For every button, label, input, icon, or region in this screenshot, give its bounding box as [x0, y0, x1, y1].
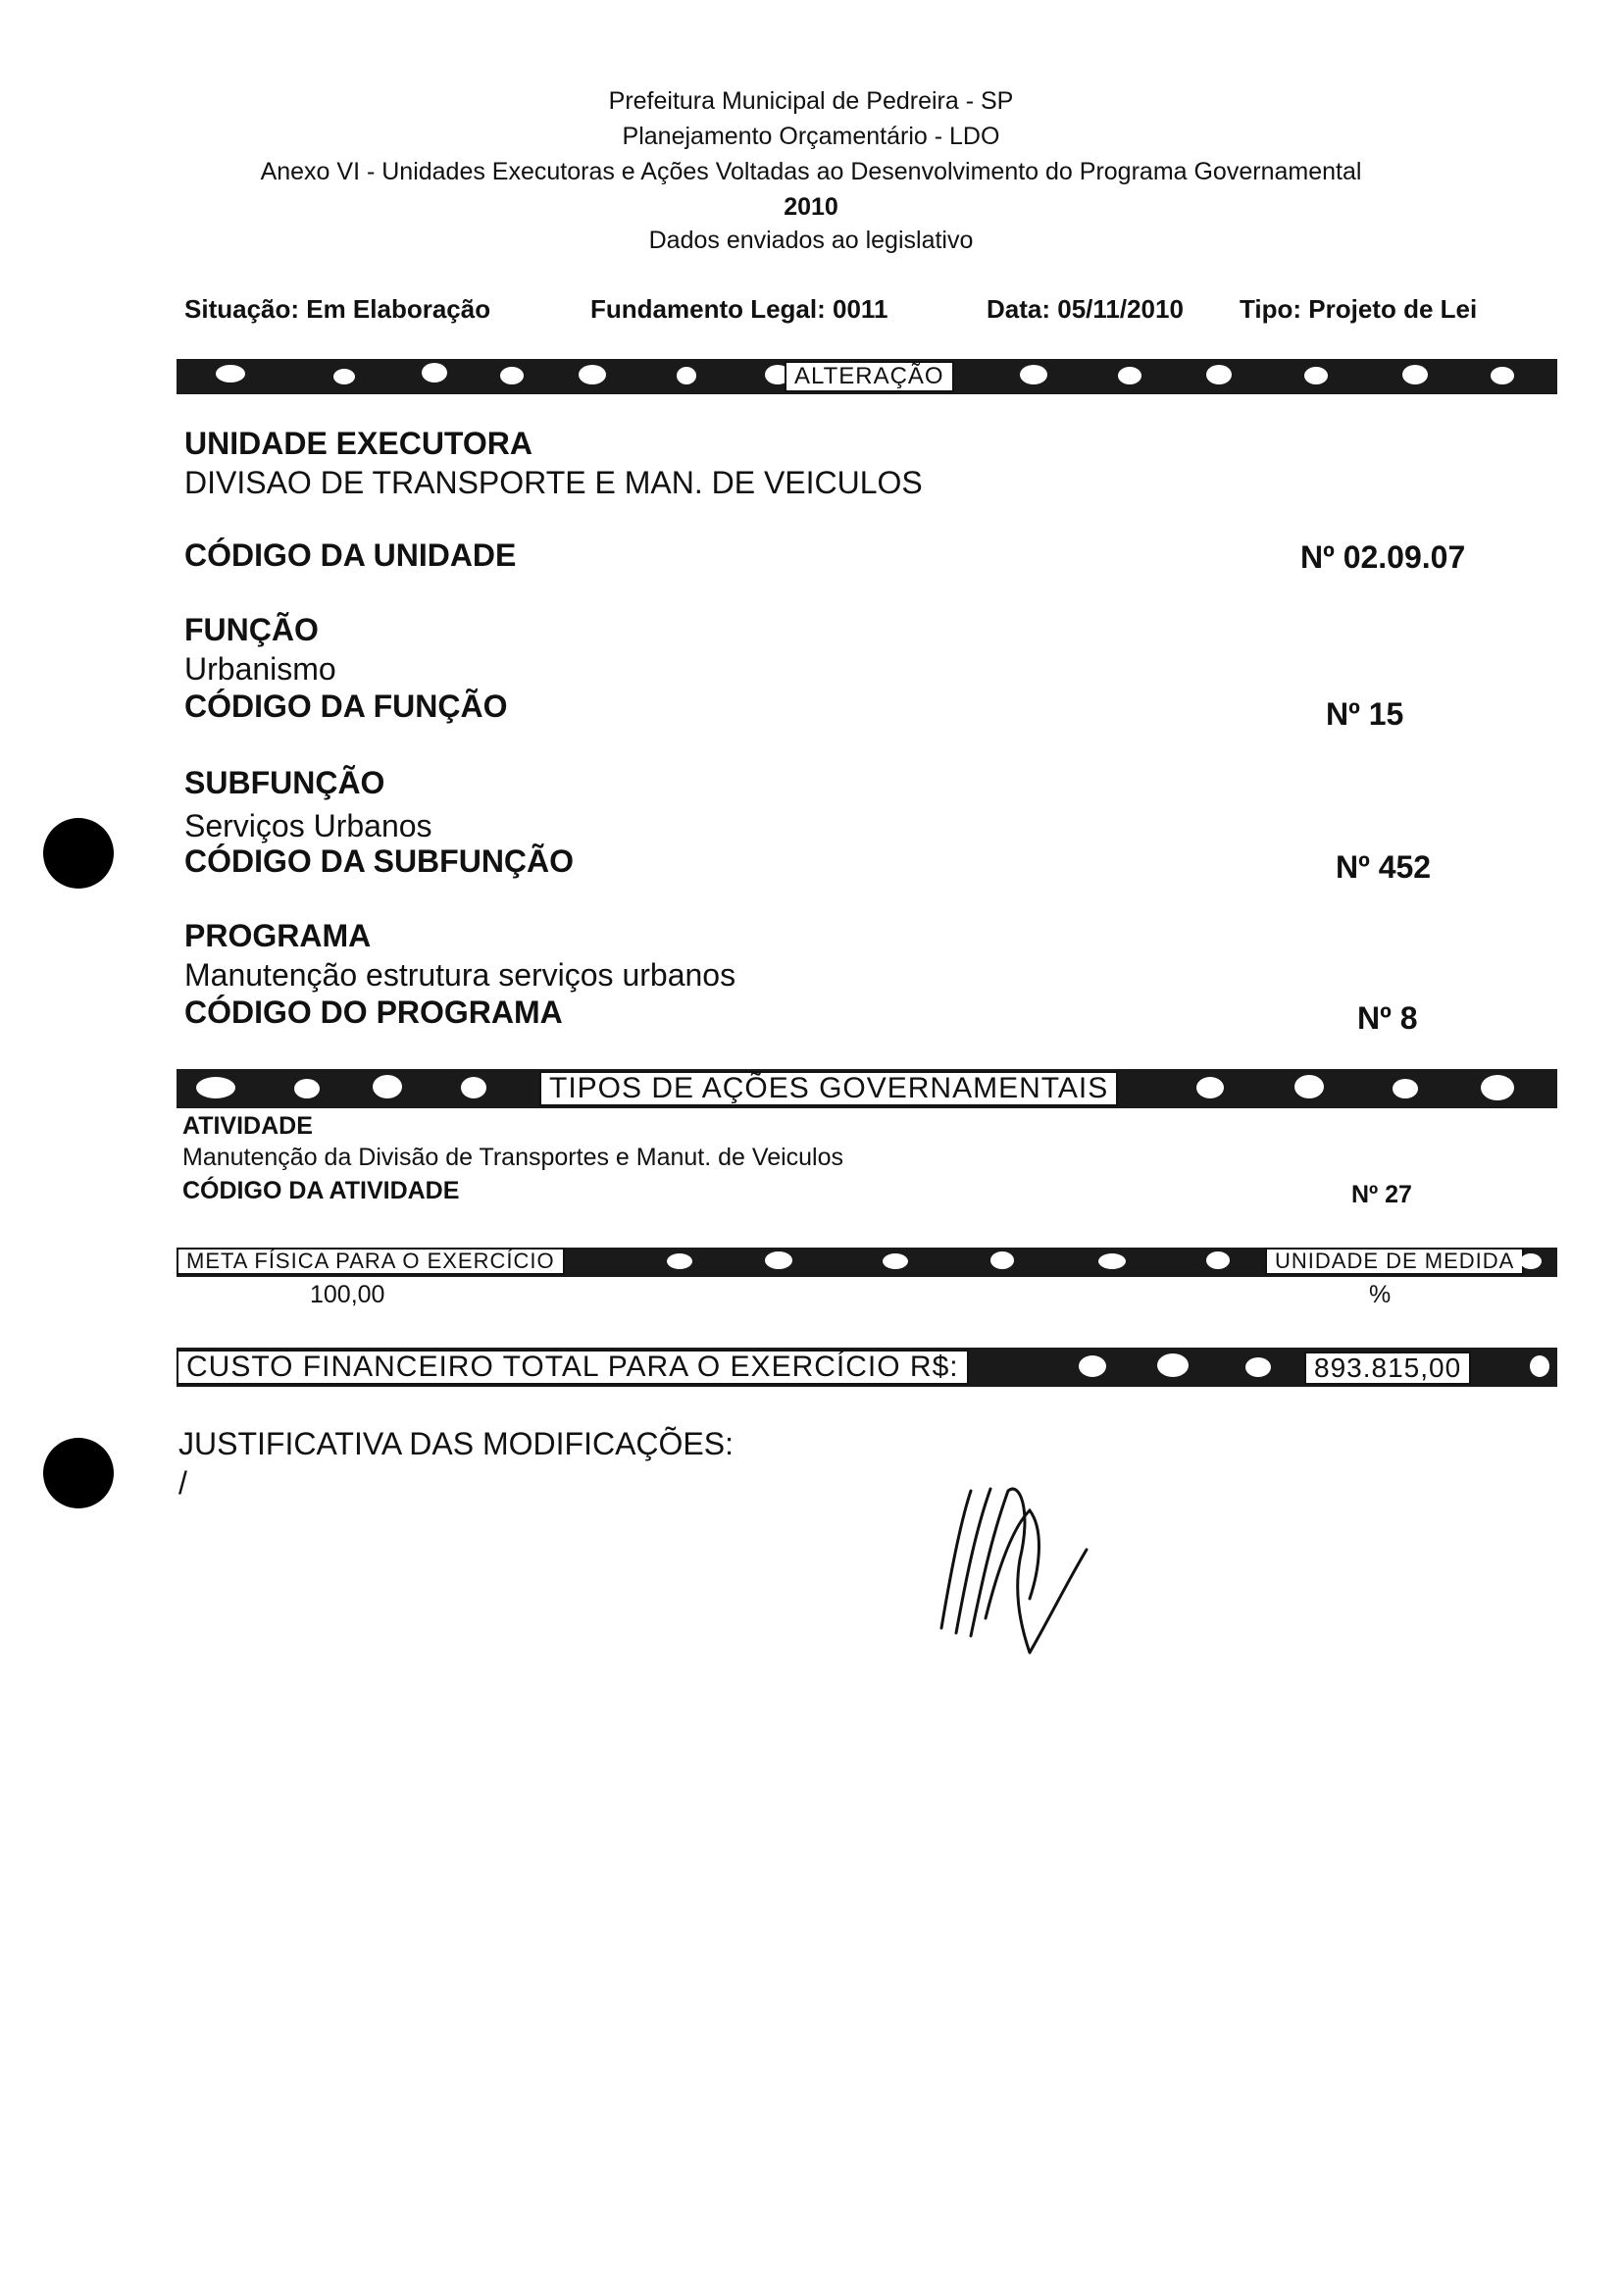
programa-title: PROGRAMA	[184, 918, 372, 953]
subfuncao-title: SUBFUNÇÃO	[184, 765, 385, 800]
programa-value: Manutenção estrutura serviços urbanos	[184, 957, 736, 993]
situacao: Situação: Em Elaboração	[184, 294, 491, 324]
subfuncao-code: Nº 452	[1336, 849, 1432, 885]
atividade-title: ATIVIDADE	[182, 1112, 313, 1140]
custo-bar	[177, 1348, 1557, 1387]
data: Data: 05/11/2010	[987, 294, 1184, 324]
custo-valor: 893.815,00	[1304, 1352, 1471, 1385]
header-prefeitura: Prefeitura Municipal de Pedreira - SP	[608, 87, 1014, 115]
signature	[922, 1471, 1098, 1667]
atividade-code: Nº 27	[1351, 1181, 1412, 1208]
header-year: 2010	[784, 193, 838, 221]
alteracao-label: ALTERAÇÃO	[785, 361, 954, 392]
subfuncao-value: Serviços Urbanos	[184, 808, 432, 843]
funcao-value: Urbanismo	[184, 651, 336, 687]
meta-fisica-label: META FÍSICA PARA O EXERCÍCIO	[177, 1248, 565, 1275]
header-planejamento: Planejamento Orçamentário - LDO	[622, 123, 1000, 150]
tipos-acoes-label: TIPOS DE AÇÕES GOVERNAMENTAIS	[539, 1071, 1118, 1106]
alteracao-bar	[177, 359, 1557, 394]
justificativa-label: JUSTIFICATIVA DAS MODIFICAÇÕES:	[178, 1426, 734, 1461]
meta-fisica-valor: 100,00	[310, 1281, 385, 1308]
unidade-value: DIVISAO DE TRANSPORTE E MAN. DE VEICULOS	[184, 465, 923, 500]
unidade-medida-valor: %	[1369, 1281, 1392, 1308]
programa-code: Nº 8	[1357, 1000, 1418, 1036]
atividade-value: Manutenção da Divisão de Transportes e Manut. de Veiculos	[182, 1144, 844, 1171]
unidade-code: Nº 02.09.07	[1300, 539, 1466, 575]
justificativa-value: /	[178, 1465, 187, 1501]
unidade-title: UNIDADE EXECUTORA	[184, 426, 532, 461]
custo-label: CUSTO FINANCEIRO TOTAL PARA O EXERCÍCIO R$:	[177, 1350, 969, 1385]
header-anexo: Anexo VI - Unidades Executoras e Ações Voltadas ao Desenvolvimento do Programa Governamental	[260, 158, 1362, 185]
unidade-medida-label: UNIDADE DE MEDIDA	[1265, 1248, 1524, 1275]
funcao-code: Nº 15	[1326, 696, 1404, 732]
unidade-code-label: CÓDIGO DA UNIDADE	[184, 537, 517, 573]
punch-hole-top	[43, 818, 114, 889]
punch-hole-bottom	[43, 1438, 114, 1508]
subfuncao-code-label: CÓDIGO DA SUBFUNÇÃO	[184, 843, 575, 879]
funcao-code-label: CÓDIGO DA FUNÇÃO	[184, 689, 508, 724]
tipo: Tipo: Projeto de Lei	[1240, 294, 1478, 324]
atividade-code-label: CÓDIGO DA ATIVIDADE	[182, 1177, 460, 1204]
header-dados: Dados enviados ao legislativo	[648, 227, 974, 254]
funcao-title: FUNÇÃO	[184, 612, 319, 647]
fundamento-legal: Fundamento Legal: 0011	[590, 294, 888, 324]
tipos-acoes-bar	[177, 1069, 1557, 1108]
meta-fisica-bar	[177, 1248, 1557, 1277]
programa-code-label: CÓDIGO DO PROGRAMA	[184, 995, 563, 1030]
